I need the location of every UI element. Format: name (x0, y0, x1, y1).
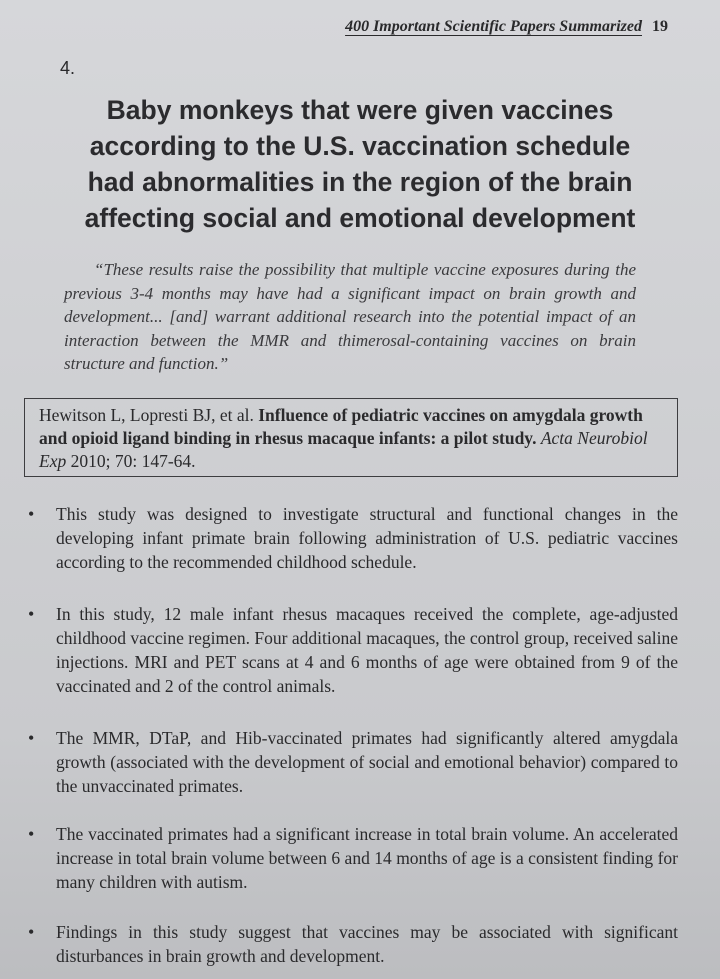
list-item-text: Findings in this study suggest that vaccines may be associated with significant disturbances in brain growth and development. (56, 922, 678, 966)
book-title: 400 Important Scientific Papers Summarized (345, 18, 642, 35)
running-header (345, 18, 668, 36)
list-item (28, 602, 678, 698)
citation-authors: Hewitson L, Lopresti BJ, et al. (39, 405, 254, 425)
bullet-icon: • (28, 728, 35, 748)
citation-box (24, 398, 678, 477)
bullet-icon: • (28, 604, 35, 624)
bullet-icon: • (28, 504, 35, 524)
headline-line: Baby monkeys that were given vaccines (106, 95, 614, 125)
list-item-text: This study was designed to investigate structural and functional changes in the developing infant primate brain following administration of U.S. pediatric vaccines according to the recommended childhood schedule. (56, 504, 678, 572)
page-number: 19 (652, 18, 668, 35)
headline-line: had abnormalities in the region of the brain (87, 167, 633, 197)
list-item (28, 502, 678, 574)
list-item-text: In this study, 12 male infant rhesus macaques received the complete, age-adjusted childhood vaccine regimen. Four additional macaques, the control group, received saline injections. MRI and PET scans at 4 and 6 months of age were obtained from 9 of the vaccinated and 2 of the control animals. (56, 604, 678, 696)
list-item (28, 726, 678, 798)
list-item (28, 920, 678, 968)
citation-journal: Acta Neurobiol Exp (39, 428, 648, 471)
citation-details: 2010; 70: 147-64. (70, 451, 196, 471)
headline-line: according to the U.S. vaccination schedule (89, 131, 631, 161)
bullet-icon: • (28, 824, 35, 844)
pull-quote: “These results raise the possibility that multiple vaccine exposures during the previous 3-4 months may have had a significant impact on brain growth and development... [and] warrant additional research into the potential impact of an interaction between the MMR and thimerosal-containing vaccines on brain structure and function.” (64, 260, 636, 373)
list-item-text: The vaccinated primates had a significant increase in total brain volume. An accelerated increase in total brain volume between 6 and 14 months of age is a consistent finding for many children with autism. (56, 824, 678, 892)
list-item-text: The MMR, DTaP, and Hib-vaccinated primates had significantly altered amygdala growth (associated with the development of social and emotional behavior) compared to the unvaccinated primates. (56, 728, 678, 796)
bullet-icon: • (28, 922, 35, 942)
citation-title: Influence of pediatric vaccines on amygdala growth and opioid ligand binding in rhesus macaque infants: a pilot study. (39, 405, 643, 448)
list-item (28, 822, 678, 894)
article-number: 4. (60, 58, 76, 78)
article-headline (30, 92, 690, 236)
headline-line: affecting social and emotional development (84, 203, 636, 233)
